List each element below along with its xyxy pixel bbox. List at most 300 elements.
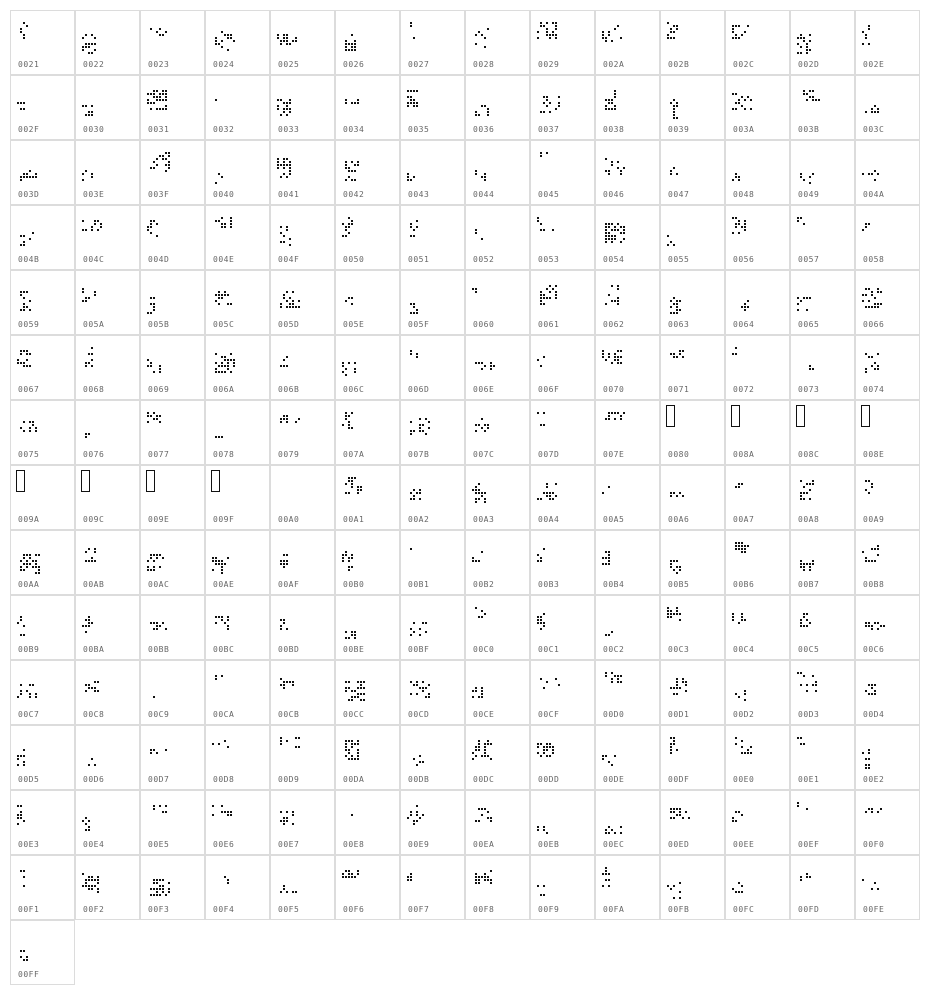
glyph-cell[interactable] (270, 10, 335, 75)
glyph-cell[interactable] (205, 725, 270, 790)
glyph-cell[interactable] (400, 660, 465, 725)
glyph-cell[interactable] (595, 465, 660, 530)
glyph-cell[interactable] (335, 855, 400, 920)
glyph-cell[interactable] (400, 140, 465, 205)
glyph-cell[interactable] (595, 725, 660, 790)
glyph-cell[interactable] (205, 335, 270, 400)
codepoint-label: 00B8 (863, 580, 885, 589)
glyph-cell[interactable] (790, 10, 855, 75)
glyph-cell[interactable] (270, 855, 335, 920)
glyph-cell[interactable] (855, 725, 920, 790)
glyph-dots (277, 84, 329, 122)
glyph-cell[interactable] (465, 595, 530, 660)
glyph-cell[interactable] (530, 855, 595, 920)
codepoint-label: 009A (18, 515, 40, 524)
glyph-dots (277, 214, 329, 252)
glyph-cell[interactable] (10, 400, 75, 465)
glyph-cell[interactable] (400, 205, 465, 270)
glyph-cell[interactable] (140, 725, 205, 790)
glyph-cell[interactable] (400, 855, 465, 920)
glyph-cell[interactable] (790, 335, 855, 400)
codepoint-label: 00C7 (18, 710, 40, 719)
glyph-cell[interactable] (400, 790, 465, 855)
glyph-dots (862, 799, 914, 837)
glyph-cell[interactable] (660, 660, 725, 725)
glyph-cell[interactable] (465, 530, 530, 595)
glyph-dots (667, 474, 719, 512)
glyph-cell[interactable] (400, 530, 465, 595)
glyph-cell[interactable] (725, 140, 790, 205)
glyph-cell[interactable] (660, 790, 725, 855)
glyph-cell[interactable] (530, 400, 595, 465)
glyph-cell[interactable] (725, 400, 790, 465)
codepoint-label: 006B (278, 385, 300, 394)
glyph-dots (82, 19, 134, 57)
glyph-cell[interactable] (660, 270, 725, 335)
glyph-cell[interactable] (855, 855, 920, 920)
glyph-cell[interactable] (140, 205, 205, 270)
codepoint-label: 003A (733, 125, 755, 134)
glyph-cell[interactable] (400, 400, 465, 465)
glyph-cell[interactable] (335, 75, 400, 140)
glyph-cell[interactable] (10, 270, 75, 335)
codepoint-label: 007B (408, 450, 430, 459)
glyph-dots (537, 604, 589, 642)
glyph-dots (472, 214, 524, 252)
codepoint-label: 00AB (83, 580, 105, 589)
glyph-cell[interactable] (140, 75, 205, 140)
glyph-cell[interactable] (75, 270, 140, 335)
glyph-cell[interactable] (855, 270, 920, 335)
glyph-cell[interactable] (270, 595, 335, 660)
glyph-cell[interactable] (790, 465, 855, 530)
glyph-cell[interactable] (75, 660, 140, 725)
glyph-dots (472, 279, 524, 317)
glyph-cell[interactable] (335, 790, 400, 855)
glyph-cell[interactable] (400, 335, 465, 400)
glyph-cell[interactable] (205, 10, 270, 75)
glyph-cell[interactable] (335, 595, 400, 660)
glyph-cell[interactable] (465, 660, 530, 725)
codepoint-label: 00A1 (343, 515, 365, 524)
glyph-cell[interactable] (790, 205, 855, 270)
codepoint-label: 00C2 (603, 645, 625, 654)
glyph-cell[interactable] (530, 660, 595, 725)
glyph-cell[interactable] (530, 140, 595, 205)
glyph-cell[interactable] (790, 725, 855, 790)
glyph-dots (862, 149, 914, 187)
glyph-dots (472, 474, 524, 512)
codepoint-label: 00D1 (668, 710, 690, 719)
codepoint-label: 0040 (213, 190, 235, 199)
codepoint-label: 00A2 (408, 515, 430, 524)
glyph-dots (277, 344, 329, 382)
glyph-cell[interactable] (10, 660, 75, 725)
glyph-cell[interactable] (855, 790, 920, 855)
codepoint-label: 0073 (798, 385, 820, 394)
glyph-cell[interactable] (855, 530, 920, 595)
codepoint-label: 003D (18, 190, 40, 199)
glyph-cell[interactable] (725, 335, 790, 400)
glyph-cell[interactable] (205, 660, 270, 725)
codepoint-label: 0033 (278, 125, 300, 134)
glyph-cell[interactable] (335, 270, 400, 335)
glyph-dots (797, 214, 849, 252)
glyph-cell[interactable] (75, 140, 140, 205)
glyph-cell[interactable] (530, 270, 595, 335)
codepoint-label: 0037 (538, 125, 560, 134)
glyph-cell[interactable] (10, 205, 75, 270)
glyph-cell[interactable] (530, 530, 595, 595)
glyph-cell[interactable] (660, 465, 725, 530)
glyph-cell[interactable] (335, 335, 400, 400)
glyph-cell[interactable] (10, 595, 75, 660)
glyph-cell[interactable] (400, 270, 465, 335)
glyph-cell[interactable] (465, 10, 530, 75)
glyph-cell[interactable] (530, 465, 595, 530)
glyph-cell[interactable] (595, 790, 660, 855)
glyph-cell[interactable] (140, 595, 205, 660)
codepoint-label: 00B3 (538, 580, 560, 589)
codepoint-label: 00EB (538, 840, 560, 849)
glyph-cell[interactable] (75, 725, 140, 790)
glyph-cell[interactable] (530, 205, 595, 270)
codepoint-label: 00A8 (798, 515, 820, 524)
glyph-cell[interactable] (75, 335, 140, 400)
glyph-cell[interactable] (140, 465, 205, 530)
glyph-cell[interactable] (10, 335, 75, 400)
glyph-cell[interactable] (725, 465, 790, 530)
codepoint-label: 0078 (213, 450, 235, 459)
glyph-dots (82, 734, 134, 772)
glyph-cell[interactable] (725, 660, 790, 725)
glyph-dots (17, 409, 69, 447)
glyph-dots (537, 539, 589, 577)
glyph-cell[interactable] (660, 530, 725, 595)
glyph-dots (342, 149, 394, 187)
glyph-dots (472, 539, 524, 577)
glyph-dots (17, 149, 69, 187)
glyph-dots (342, 539, 394, 577)
glyph-cell[interactable] (595, 10, 660, 75)
codepoint-label: 008E (863, 450, 885, 459)
codepoint-label: 004F (278, 255, 300, 264)
codepoint-label: 00D5 (18, 775, 40, 784)
glyph-cell[interactable] (790, 75, 855, 140)
glyph-cell[interactable] (595, 530, 660, 595)
glyph-cell[interactable] (595, 595, 660, 660)
glyph-cell[interactable] (725, 790, 790, 855)
glyph-cell[interactable] (725, 595, 790, 660)
glyph-cell[interactable] (205, 465, 270, 530)
glyph-dots (797, 344, 849, 382)
glyph-cell[interactable] (140, 660, 205, 725)
glyph-cell[interactable] (790, 790, 855, 855)
glyph-cell[interactable] (10, 790, 75, 855)
glyph-cell[interactable] (75, 10, 140, 75)
glyph-cell[interactable] (530, 595, 595, 660)
glyph-cell[interactable] (140, 790, 205, 855)
glyph-cell[interactable] (10, 725, 75, 790)
glyph-dots (602, 19, 654, 57)
glyph-dots (82, 84, 134, 122)
glyph-cell[interactable] (140, 400, 205, 465)
glyph-cell[interactable] (660, 855, 725, 920)
glyph-cell[interactable] (465, 140, 530, 205)
codepoint-label: 009C (83, 515, 105, 524)
glyph-cell[interactable] (205, 530, 270, 595)
glyph-cell[interactable] (855, 400, 920, 465)
glyph-dots (212, 409, 264, 447)
glyph-cell[interactable] (10, 465, 75, 530)
glyph-cell[interactable] (855, 10, 920, 75)
glyph-cell[interactable] (855, 205, 920, 270)
codepoint-label: 0080 (668, 450, 690, 459)
codepoint-label: 00CC (343, 710, 365, 719)
codepoint-label: 0067 (18, 385, 40, 394)
codepoint-label: 00A4 (538, 515, 560, 524)
glyph-cell[interactable] (75, 595, 140, 660)
glyph-cell[interactable] (790, 855, 855, 920)
glyph-cell[interactable] (205, 595, 270, 660)
glyph-cell[interactable] (75, 400, 140, 465)
codepoint-label: 00D9 (278, 775, 300, 784)
glyph-cell[interactable] (725, 855, 790, 920)
codepoint-label: 0069 (148, 385, 170, 394)
glyph-cell[interactable] (530, 75, 595, 140)
glyph-cell[interactable] (595, 75, 660, 140)
glyph-cell[interactable] (465, 205, 530, 270)
glyph-cell[interactable] (465, 400, 530, 465)
glyph-cell[interactable] (270, 205, 335, 270)
glyph-dots (342, 799, 394, 837)
glyph-cell[interactable] (335, 465, 400, 530)
glyph-cell[interactable] (595, 400, 660, 465)
glyph-cell[interactable] (335, 725, 400, 790)
glyph-dots (342, 474, 394, 512)
codepoint-label: 0057 (798, 255, 820, 264)
glyph-cell[interactable] (75, 855, 140, 920)
glyph-cell[interactable] (465, 75, 530, 140)
glyph-cell[interactable] (530, 790, 595, 855)
glyph-dots (667, 604, 719, 642)
glyph-cell[interactable] (790, 595, 855, 660)
glyph-cell[interactable] (595, 270, 660, 335)
glyph-cell[interactable] (660, 595, 725, 660)
codepoint-label: 00DF (668, 775, 690, 784)
glyph-cell[interactable] (595, 335, 660, 400)
glyph-cell[interactable] (270, 400, 335, 465)
glyph-cell[interactable] (10, 920, 75, 985)
glyph-cell[interactable] (270, 140, 335, 205)
glyph-cell[interactable] (595, 660, 660, 725)
glyph-cell[interactable] (335, 530, 400, 595)
codepoint-label: 00D0 (603, 710, 625, 719)
glyph-cell[interactable] (335, 660, 400, 725)
glyph-cell[interactable] (855, 660, 920, 725)
glyph-dots (407, 279, 459, 317)
glyph-cell[interactable] (400, 465, 465, 530)
codepoint-label: 00A3 (473, 515, 495, 524)
glyph-cell[interactable] (725, 205, 790, 270)
glyph-cell[interactable] (725, 10, 790, 75)
glyph-cell[interactable] (790, 400, 855, 465)
glyph-cell[interactable] (400, 725, 465, 790)
glyph-cell[interactable] (855, 75, 920, 140)
glyph-cell[interactable] (10, 10, 75, 75)
missing-glyph-box (211, 470, 220, 492)
glyph-cell[interactable] (465, 270, 530, 335)
glyph-cell[interactable] (140, 10, 205, 75)
glyph-dots (407, 149, 459, 187)
glyph-dots (797, 539, 849, 577)
glyph-cell[interactable] (400, 10, 465, 75)
glyph-dots (342, 344, 394, 382)
glyph-cell[interactable] (790, 530, 855, 595)
glyph-cell[interactable] (790, 270, 855, 335)
glyph-cell[interactable] (10, 140, 75, 205)
codepoint-label: 00CA (213, 710, 235, 719)
glyph-cell[interactable] (270, 270, 335, 335)
codepoint-label: 006A (213, 385, 235, 394)
glyph-cell[interactable] (10, 530, 75, 595)
glyph-cell[interactable] (595, 140, 660, 205)
glyph-cell[interactable] (465, 855, 530, 920)
glyph-cell[interactable] (855, 335, 920, 400)
glyph-dots (82, 409, 134, 447)
glyph-cell[interactable] (335, 400, 400, 465)
glyph-dots (212, 669, 264, 707)
glyph-cell[interactable] (400, 595, 465, 660)
glyph-cell[interactable] (75, 465, 140, 530)
glyph-dots (212, 539, 264, 577)
glyph-cell[interactable] (270, 465, 335, 530)
glyph-cell[interactable] (140, 140, 205, 205)
glyph-cell[interactable] (465, 335, 530, 400)
glyph-cell[interactable] (335, 205, 400, 270)
glyph-cell[interactable] (270, 660, 335, 725)
glyph-cell[interactable] (10, 855, 75, 920)
glyph-cell[interactable] (660, 10, 725, 75)
glyph-cell[interactable] (725, 270, 790, 335)
codepoint-label: 00DB (408, 775, 430, 784)
glyph-dots (407, 734, 459, 772)
glyph-cell[interactable] (465, 725, 530, 790)
glyph-cell[interactable] (75, 790, 140, 855)
glyph-cell[interactable] (660, 725, 725, 790)
glyph-cell[interactable] (660, 400, 725, 465)
glyph-cell[interactable] (465, 465, 530, 530)
glyph-cell[interactable] (855, 465, 920, 530)
glyph-cell[interactable] (205, 75, 270, 140)
glyph-dots (277, 669, 329, 707)
glyph-cell[interactable] (75, 205, 140, 270)
glyph-dots (732, 279, 784, 317)
glyph-cell[interactable] (725, 725, 790, 790)
glyph-cell[interactable] (790, 140, 855, 205)
missing-glyph-box (16, 470, 25, 492)
codepoint-label: 00C0 (473, 645, 495, 654)
glyph-cell[interactable] (855, 140, 920, 205)
codepoint-label: 0028 (473, 60, 495, 69)
glyph-cell[interactable] (530, 725, 595, 790)
codepoint-label: 005E (343, 320, 365, 329)
glyph-dots (797, 149, 849, 187)
glyph-cell[interactable] (270, 530, 335, 595)
glyph-dots (17, 344, 69, 382)
codepoint-label: 0022 (83, 60, 105, 69)
glyph-dots (17, 604, 69, 642)
glyph-cell[interactable] (660, 75, 725, 140)
glyph-cell[interactable] (400, 75, 465, 140)
glyph-dots (17, 84, 69, 122)
glyph-cell[interactable] (335, 10, 400, 75)
glyph-cell[interactable] (660, 205, 725, 270)
glyph-dots (17, 929, 69, 967)
glyph-cell[interactable] (75, 75, 140, 140)
codepoint-label: 0068 (83, 385, 105, 394)
glyph-cell[interactable] (335, 140, 400, 205)
glyph-cell[interactable] (10, 75, 75, 140)
glyph-cell[interactable] (205, 790, 270, 855)
glyph-cell[interactable] (530, 335, 595, 400)
glyph-cell[interactable] (205, 205, 270, 270)
glyph-cell[interactable] (855, 595, 920, 660)
glyph-cell[interactable] (205, 140, 270, 205)
codepoint-label: 0030 (83, 125, 105, 134)
glyph-cell[interactable] (725, 530, 790, 595)
glyph-dots (667, 864, 719, 902)
glyph-cell[interactable] (660, 140, 725, 205)
codepoint-label: 0039 (668, 125, 690, 134)
glyph-cell[interactable] (595, 205, 660, 270)
glyph-dots (537, 84, 589, 122)
glyph-cell[interactable] (140, 855, 205, 920)
glyph-dots (602, 149, 654, 187)
glyph-cell[interactable] (270, 725, 335, 790)
glyph-dots (407, 799, 459, 837)
codepoint-label: 00E5 (148, 840, 170, 849)
codepoint-label: 0066 (863, 320, 885, 329)
codepoint-label: 0052 (473, 255, 495, 264)
glyph-cell[interactable] (790, 660, 855, 725)
glyph-cell[interactable] (140, 335, 205, 400)
codepoint-label: 005B (148, 320, 170, 329)
glyph-cell[interactable] (270, 75, 335, 140)
glyph-dots (82, 344, 134, 382)
glyph-cell[interactable] (595, 855, 660, 920)
glyph-cell[interactable] (205, 400, 270, 465)
glyph-cell[interactable] (140, 270, 205, 335)
codepoint-label: 0048 (733, 190, 755, 199)
glyph-dots (82, 669, 134, 707)
glyph-dots (537, 279, 589, 317)
glyph-cell[interactable] (725, 75, 790, 140)
codepoint-label: 005C (213, 320, 235, 329)
glyph-cell[interactable] (270, 335, 335, 400)
glyph-cell[interactable] (270, 790, 335, 855)
glyph-cell[interactable] (530, 10, 595, 75)
glyph-dots (212, 214, 264, 252)
glyph-cell[interactable] (465, 790, 530, 855)
glyph-dots (212, 344, 264, 382)
glyph-cell[interactable] (205, 270, 270, 335)
glyph-dots (82, 799, 134, 837)
glyph-cell[interactable] (660, 335, 725, 400)
glyph-cell[interactable] (205, 855, 270, 920)
glyph-cell[interactable] (75, 530, 140, 595)
glyph-cell[interactable] (140, 530, 205, 595)
